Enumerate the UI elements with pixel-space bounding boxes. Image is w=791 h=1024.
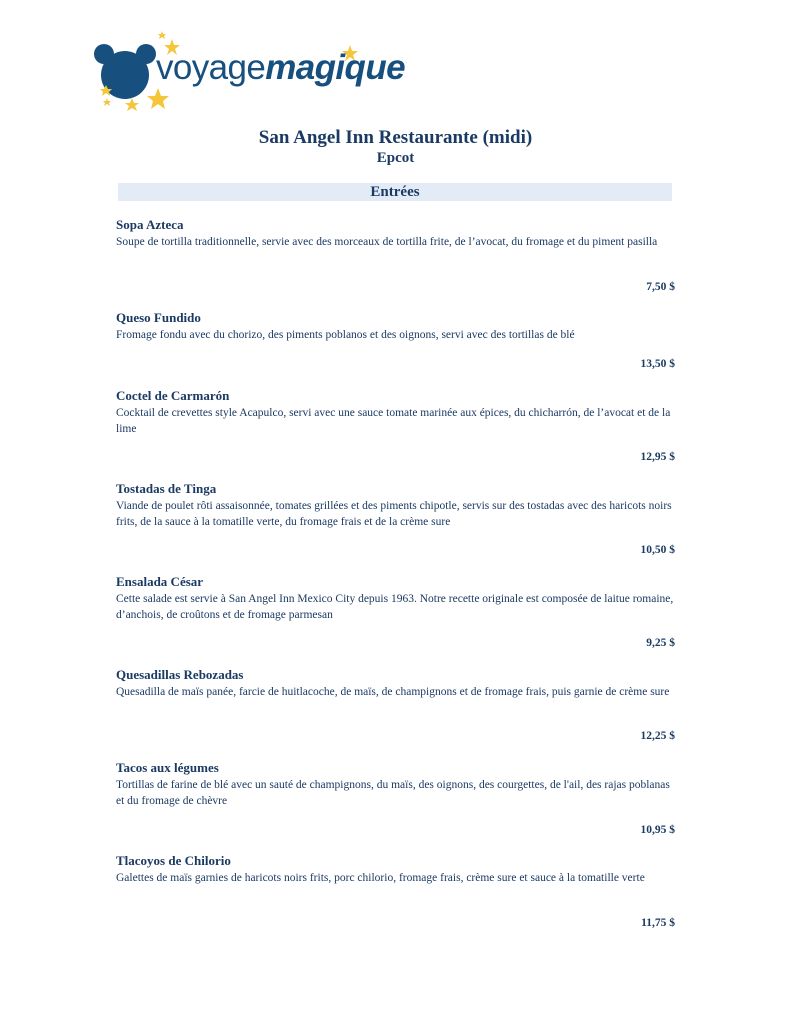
menu-item-price: 9,25 $ <box>646 637 675 649</box>
menu-item-price: 10,50 $ <box>640 544 675 556</box>
menu-item-name: Coctel de Carmarón <box>116 388 230 403</box>
menu-item-price: 11,75 $ <box>641 917 675 929</box>
page-title: San Angel Inn Restaurante (midi) <box>258 127 533 148</box>
menu-item <box>116 388 676 437</box>
menu-item-price: 12,25 $ <box>640 730 675 742</box>
menu-item-description: Cocktail de crevettes style Acapulco, servi avec une sauce tomate marinée aux épices, du chicharrón, de l’avocat et de la lime <box>116 407 671 435</box>
menu-item-name: Tlacoyos de Chilorio <box>116 853 231 868</box>
menu-item-description: Viande de poulet rôti assaisonnée, tomates grillées et des piments chipotle, servis sur des tostadas avec des haricots noirs frits, de la sauce à la tomatille verte, du fromage frais et de la crème sure <box>116 500 672 528</box>
menu-item-price: 13,50 $ <box>640 358 675 370</box>
menu-item-description: Fromage fondu avec du chorizo, des piments poblanos et des oignons, servi avec des tortillas de blé <box>116 329 575 341</box>
menu-item-description: Galettes de maïs garnies de haricots noirs frits, porc chilorio, fromage frais, crème sure et sauce à la tomatille verte <box>116 872 645 884</box>
menu-item-price: 10,95 $ <box>640 824 675 836</box>
section-header-entrees: Entrées <box>118 183 672 201</box>
brand-wordmark <box>156 48 405 88</box>
menu-item-name: Tostadas de Tinga <box>116 481 217 496</box>
menu-item <box>116 217 676 250</box>
menu-item <box>116 667 676 700</box>
menu-item-description: Quesadilla de maïs panée, farcie de huitlacoche, de maïs, de champignons et de fromage frais, puis garnie de crème sure <box>116 686 670 698</box>
menu-item <box>116 310 676 343</box>
menu-item <box>116 481 676 530</box>
menu-item-name: Quesadillas Rebozadas <box>116 667 244 682</box>
menu-item-name: Sopa Azteca <box>116 217 184 232</box>
menu-item-name: Tacos aux légumes <box>116 760 219 775</box>
menu-item-name: Queso Fundido <box>116 310 201 325</box>
menu-item-description: Tortillas de farine de blé avec un sauté de champignons, du maïs, des oignons, des courgettes, de l'ail, des rajas poblanas et du fromage de chèvre <box>116 779 670 807</box>
menu-item-name: Ensalada César <box>116 574 204 589</box>
brand-logo[interactable] <box>94 30 424 120</box>
menu-item <box>116 574 676 623</box>
brand-wordmark-part2: magique <box>265 48 405 87</box>
menu-item <box>116 760 676 809</box>
menu-item-price: 12,95 $ <box>640 451 675 463</box>
menu-item <box>116 853 676 886</box>
menu-item-description: Cette salade est servie à San Angel Inn Mexico City depuis 1963. Notre recette originale est composée de laitue romaine, d’anchois, de croûtons et de fromage parmesan <box>116 593 674 621</box>
menu-item-price: 7,50 $ <box>646 281 675 293</box>
page-subtitle: Epcot <box>376 150 415 166</box>
menu-item-description: Soupe de tortilla traditionnelle, servie avec des morceaux de tortilla frite, de l’avocat, du fromage et du piment pasilla <box>116 236 658 248</box>
brand-wordmark-part1: voyage <box>156 48 266 87</box>
